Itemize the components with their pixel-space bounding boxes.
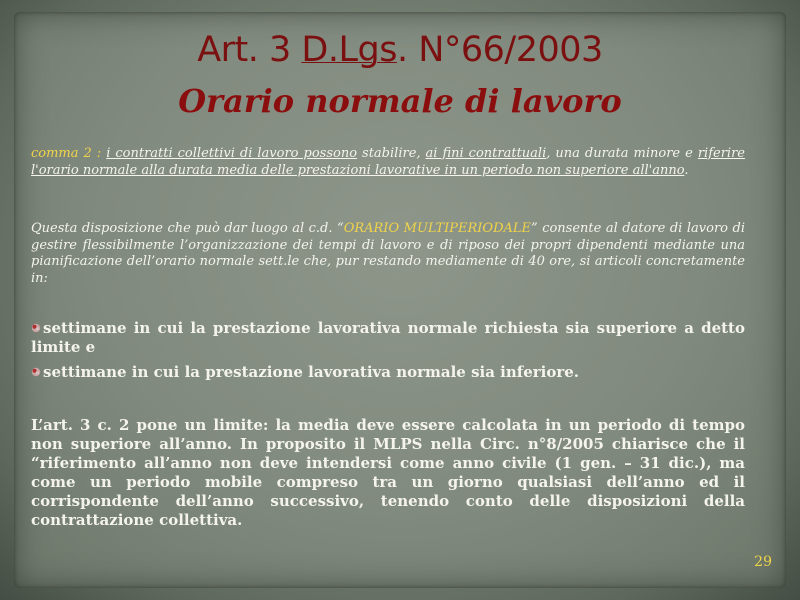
bullet-list <box>31 319 745 388</box>
comma-label: comma 2 : <box>31 146 107 161</box>
underlined-text: riferire l'orario normale alla durata media delle prestazioni lavorative in un periodo non superiore all'anno <box>31 146 746 178</box>
flower-bullet-icon <box>31 323 41 333</box>
slide-subtitle: Orario normale di lavoro <box>178 82 622 120</box>
plain-text: ” consente al datore di lavoro di gestire flessibilmente l’organizzazione dei tempi di lavoro e di riposo dei propri dipendenti mediante una pianificazione dell’orario normale sett.le che, pur restando mediamente di 40 ore, si articoli concretamente in: <box>31 221 745 286</box>
highlighted-term: ORARIO MULTIPERIODALE <box>343 221 532 236</box>
plain-text: stabilire, <box>357 146 426 161</box>
flower-bullet-icon <box>31 367 41 377</box>
bullet-item <box>31 319 745 357</box>
underlined-text: ai fini contrattuali <box>425 146 547 161</box>
bullet-item <box>31 363 745 382</box>
title-suffix: . N°66/2003 <box>396 30 603 70</box>
title-abbreviation: D.Lgs <box>301 30 397 70</box>
title-prefix: Art. 3 <box>197 30 302 70</box>
paragraph-art-3: L’art. 3 c. 2 pone un limite: la media deve essere calcolata in un periodo di tempo non superiore all’anno. In proposito il MLPS nella Circ. n°8/2005 chiarisce che il “riferimento all’anno non deve intendersi come anno civile (1 gen. – 31 dic.), ma come un periodo mobile compreso tra un giorno qualsiasi dell’anno ed il corrispondente dell’anno successivo, tenendo conto delle disposizioni della contrattazione collettiva. <box>31 416 745 529</box>
underlined-text: i contratti collettivi di lavoro possono <box>106 146 358 161</box>
paragraph-multiperiodale <box>31 221 745 287</box>
page-number: 29 <box>754 554 772 570</box>
bullet-text: settimane in cui la prestazione lavorativa normale richiesta sia superiore a detto limite e <box>31 319 745 356</box>
bullet-text: settimane in cui la prestazione lavorativa normale sia inferiore. <box>43 363 580 381</box>
plain-text: Questa disposizione che può dar luogo al c.d. “ <box>31 221 344 236</box>
slide-title <box>0 30 800 70</box>
paragraph-comma-2 <box>31 146 745 179</box>
plain-text: . <box>684 162 689 178</box>
plain-text: , una durata minore e <box>546 146 698 161</box>
